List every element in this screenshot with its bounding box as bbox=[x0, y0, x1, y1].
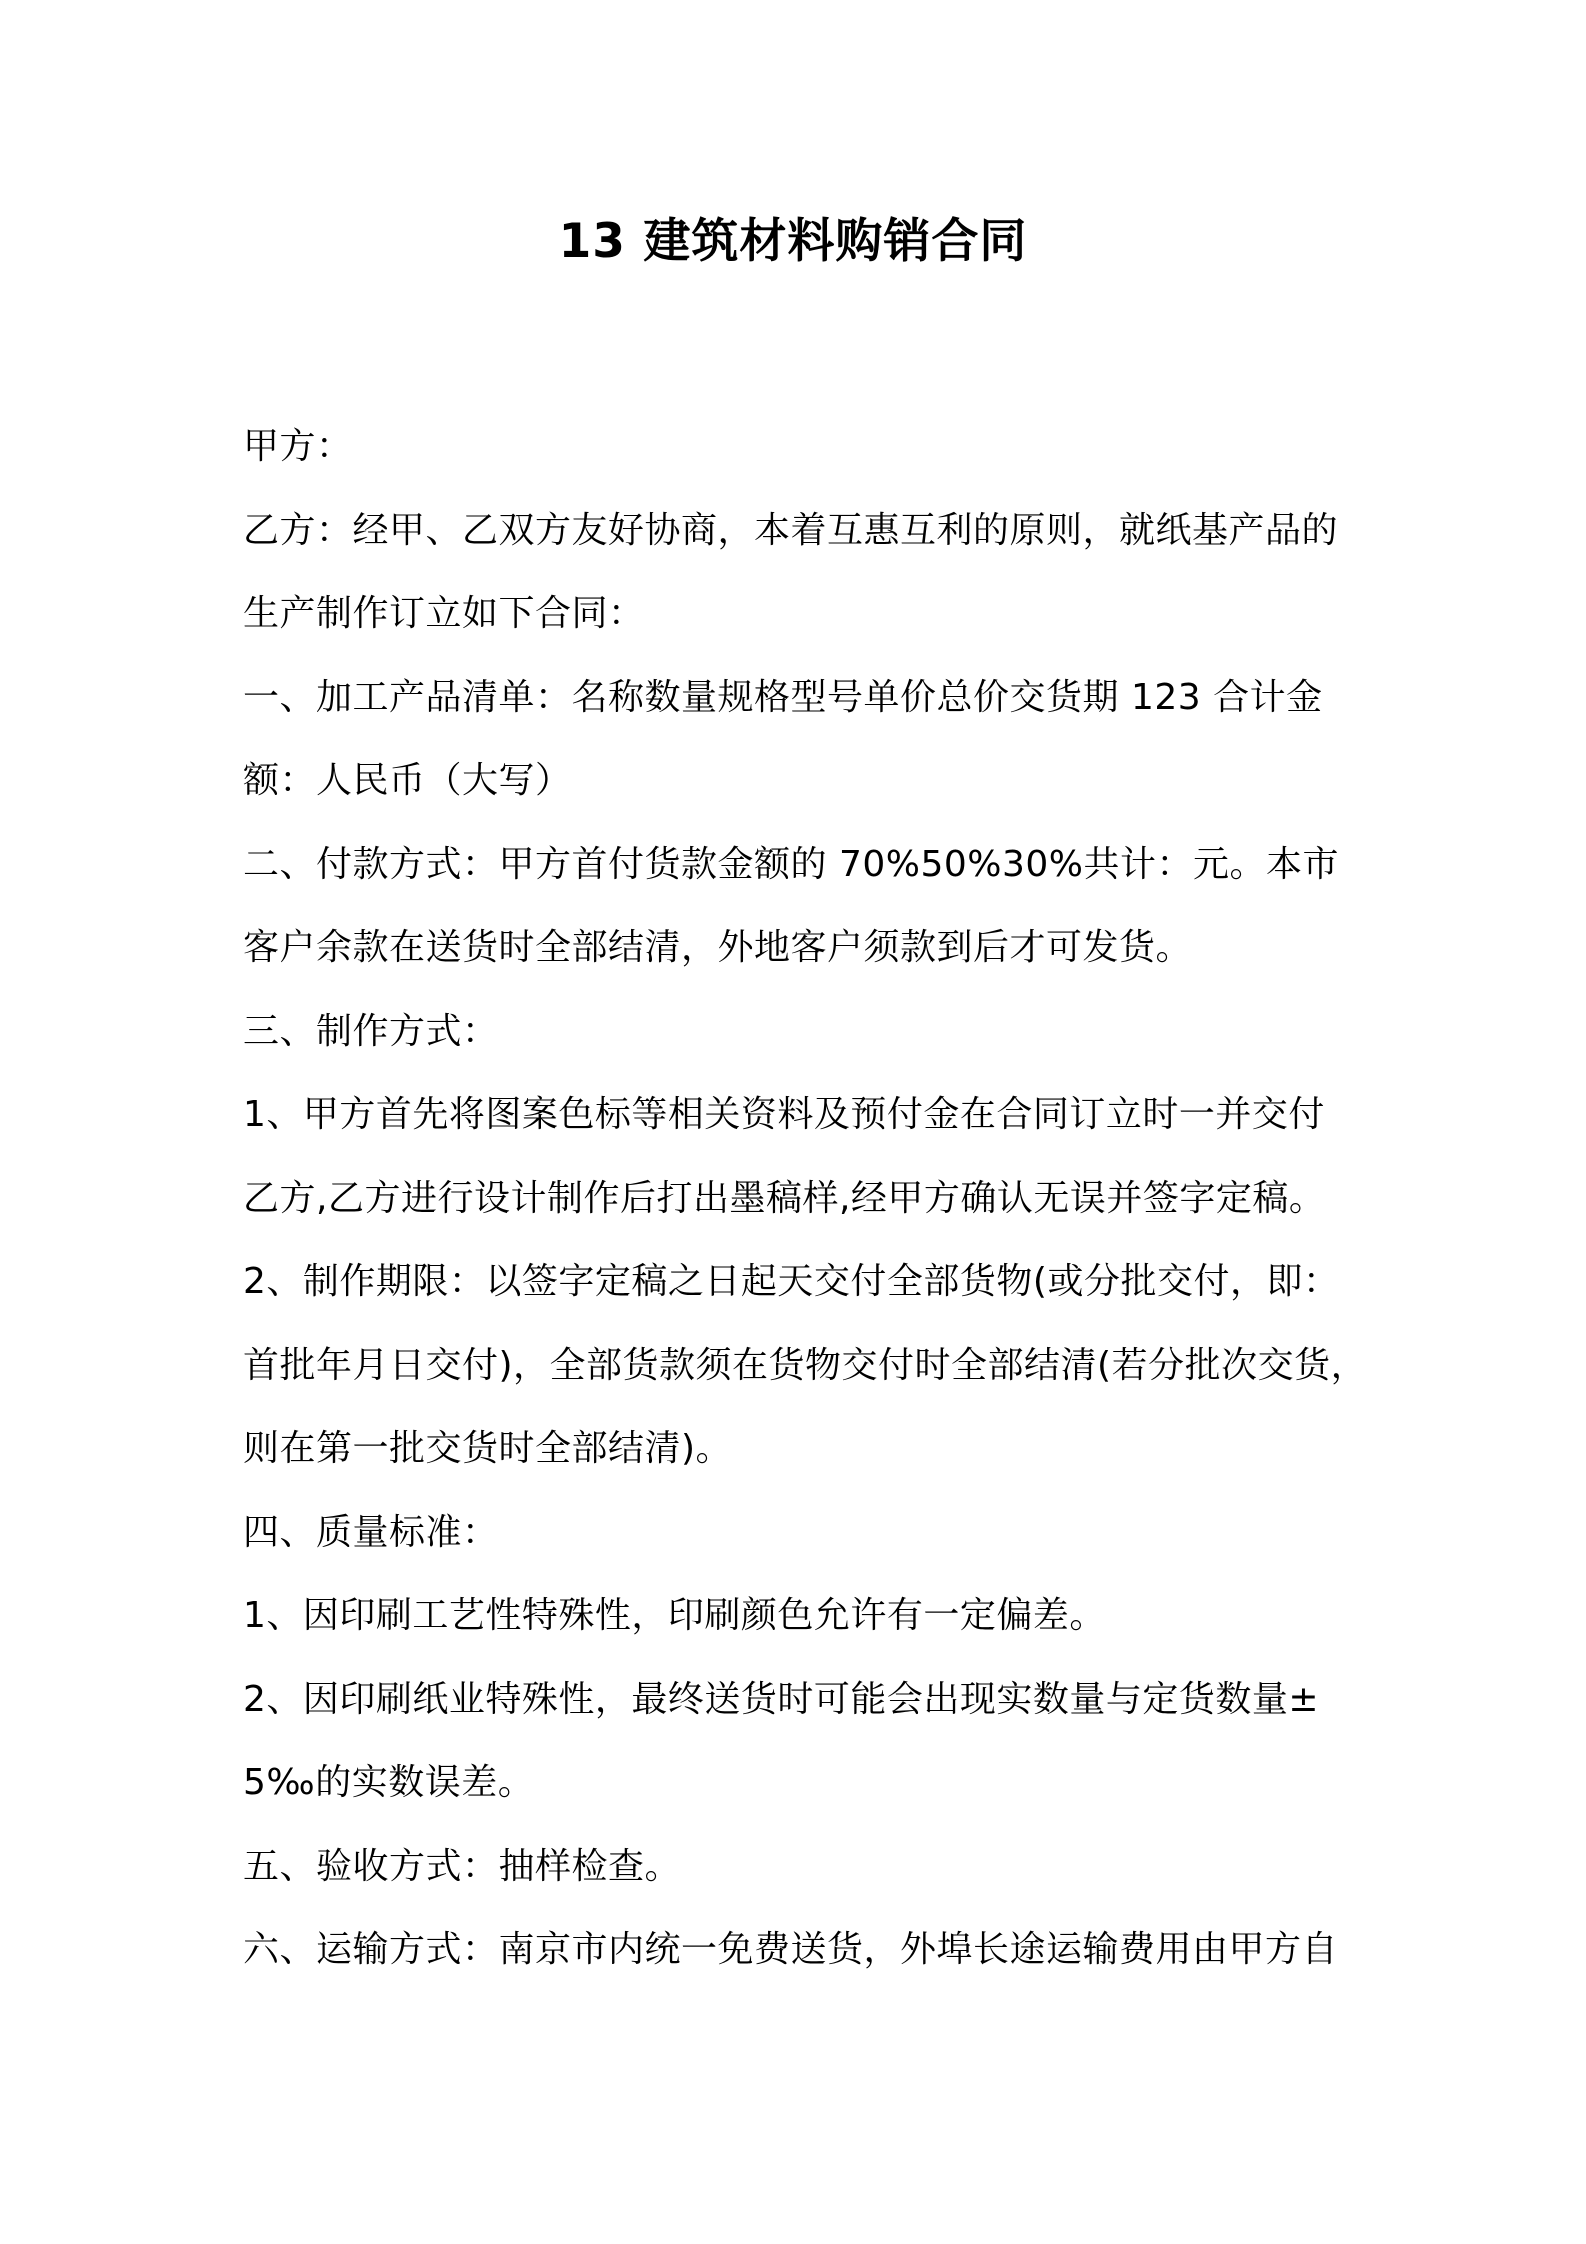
text-line: 三、制作方式： bbox=[243, 1010, 499, 1052]
text-line: 5‰的实数误差。 bbox=[243, 1762, 535, 1803]
text-line: 首批年月日交付)，全部货款须在货物交付时全部结清(若分批次交货， bbox=[243, 1344, 1368, 1386]
text-line: 1、因印刷工艺性特殊性，印刷颜色允许有一定偏差。 bbox=[243, 1595, 1106, 1636]
text-line: 二、付款方式：甲方首付货款金额的 70%50%30%共计：元。本市 bbox=[243, 843, 1339, 885]
contract-body bbox=[243, 405, 1383, 1992]
text-line: 2、制作期限：以签字定稿之日起天交付全部货物(或分批交付，即： bbox=[243, 1261, 1340, 1302]
text-line: 1、甲方首先将图案色标等相关资料及预付金在合同订立时一并交付 bbox=[243, 1094, 1325, 1135]
text-line: 2、因印刷纸业特殊性，最终送货时可能会出现实数量与定货数量± bbox=[243, 1678, 1320, 1720]
text-line: 甲方： bbox=[243, 426, 353, 467]
text-line: 乙方,乙方进行设计制作后打出墨稿样,经甲方确认无误并签字定稿。 bbox=[243, 1177, 1326, 1219]
text-line: 额：人民币（大写） bbox=[243, 760, 572, 801]
text-line: 则在第一批交货时全部结清)。 bbox=[243, 1428, 733, 1469]
text-line: 一、加工产品清单：名称数量规格型号单价总价交货期 123 合计金 bbox=[243, 676, 1323, 718]
document-title: 13 建筑材料购销合同 bbox=[558, 214, 1028, 269]
text-line: 六、运输方式：南京市内统一免费送货，外埠长途运输费用由甲方自 bbox=[243, 1929, 1339, 1970]
text-line: 四、质量标准： bbox=[243, 1511, 499, 1553]
text-line: 生产制作订立如下合同： bbox=[243, 593, 645, 634]
text-line: 五、验收方式：抽样检查。 bbox=[243, 1845, 682, 1887]
text-line: 客户余款在送货时全部结清，外地客户须款到后才可发货。 bbox=[243, 927, 1193, 968]
text-line: 乙方：经甲、乙双方友好协商，本着互惠互利的原则，就纸基产品的 bbox=[243, 509, 1339, 551]
